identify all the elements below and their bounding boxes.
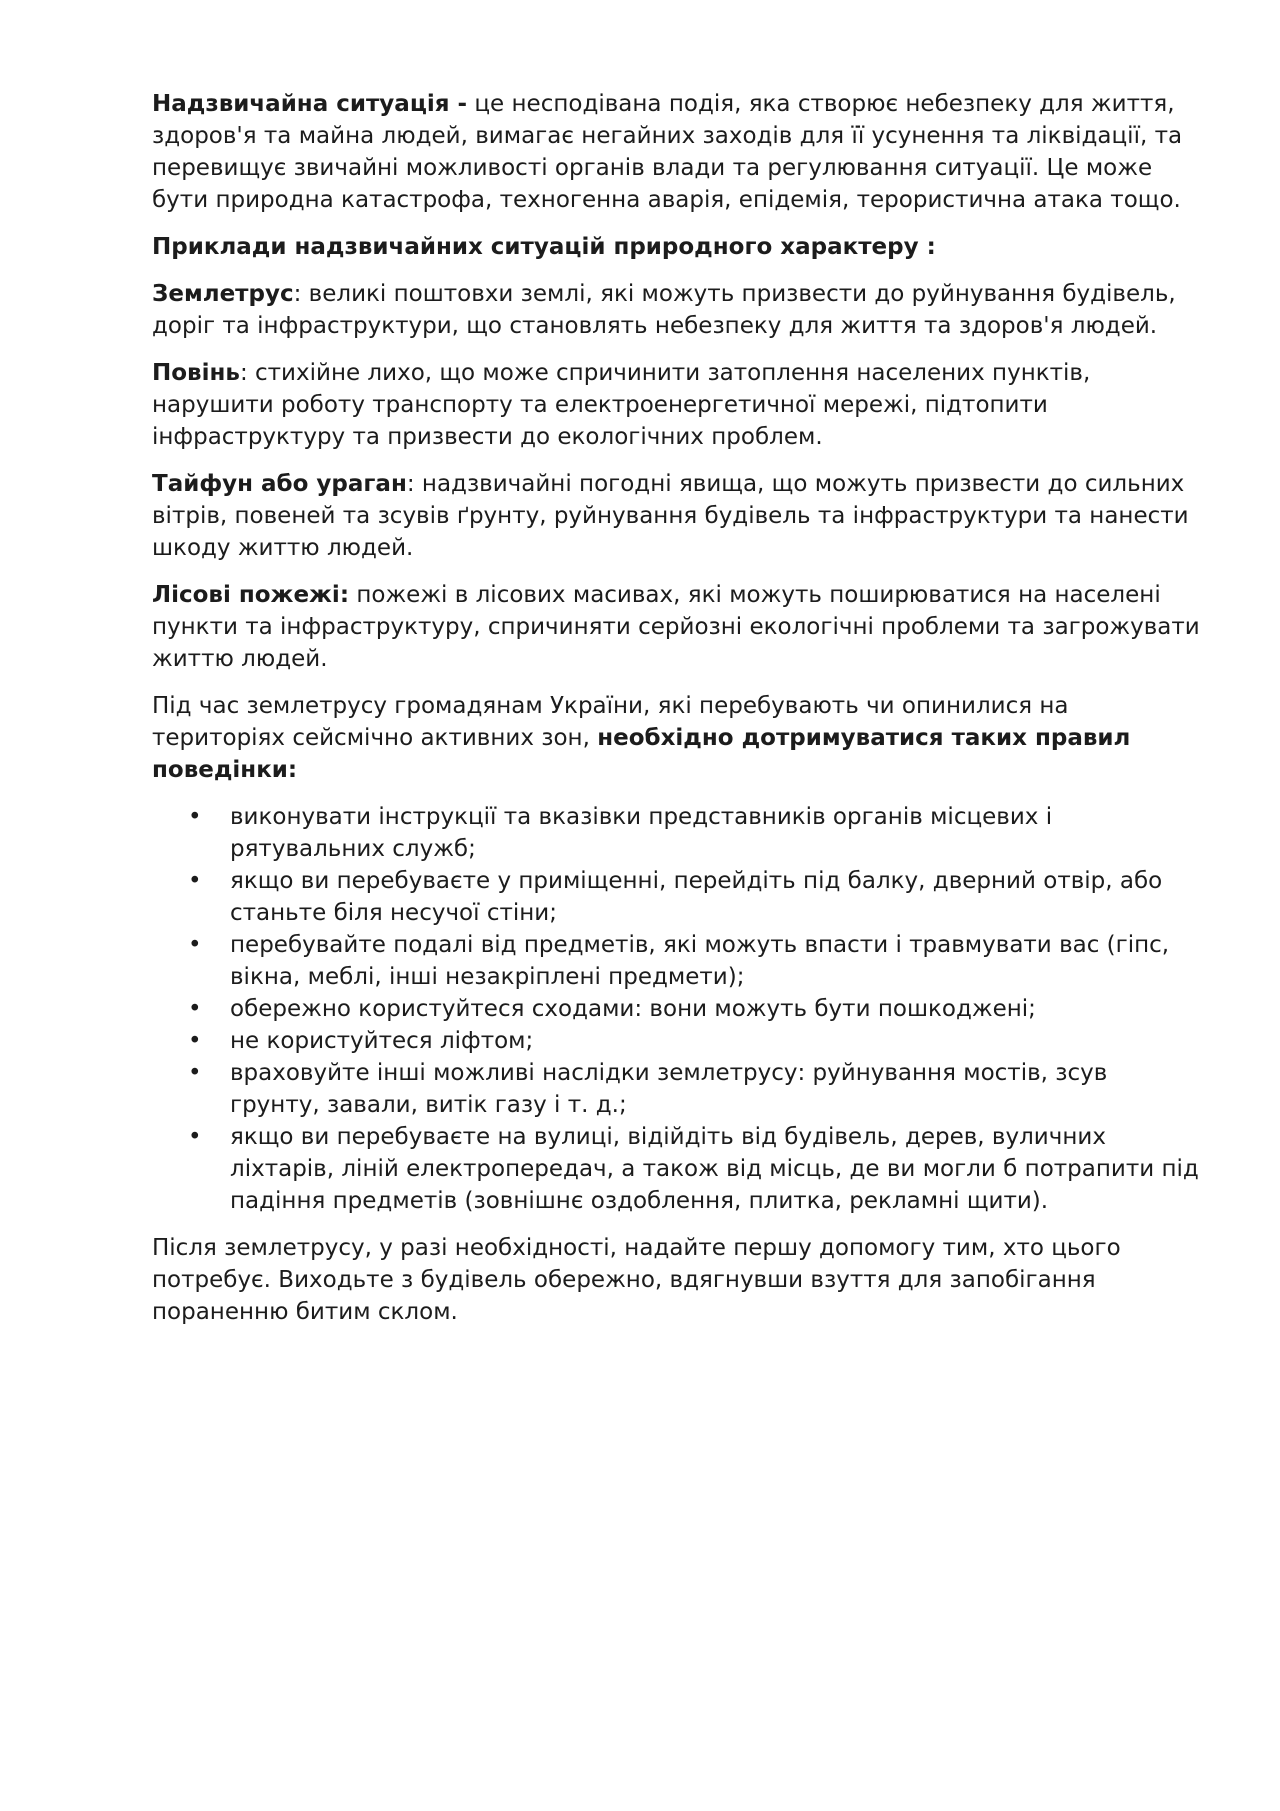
- rule-item: [152, 993, 1202, 1025]
- example-forest-fires: [152, 579, 1202, 675]
- rule-text: не користуйтеся ліфтом;: [230, 1028, 534, 1054]
- example-text: : великі поштовхи землі, які можуть призвести до руйнування будівель, доріг та інфраструктури, що становлять небезпеку для життя та здоров'я людей.: [152, 281, 1176, 339]
- intro-paragraph: [152, 88, 1202, 216]
- example-text: пожежі в лісових масивах, які можуть поширюватися на населені пункти та інфраструктуру, спричиняти серйозні екологічні проблеми та загрожувати життю людей.: [152, 582, 1200, 672]
- rules-lead-paragraph: [152, 690, 1202, 786]
- example-term: Повінь: [152, 360, 240, 386]
- rule-text: обережно користуйтеся сходами: вони можуть бути пошкоджені;: [230, 996, 1036, 1022]
- bullet-icon: •: [188, 868, 202, 894]
- bullet-icon: •: [188, 804, 202, 830]
- rule-item: [152, 1025, 1202, 1057]
- intro-term: Надзвичайна ситуація -: [152, 91, 468, 117]
- example-term: Землетрус: [152, 281, 294, 307]
- bullet-icon: •: [188, 932, 202, 958]
- after-paragraph: Після землетрусу, у разі необхідності, надайте першу допомогу тим, хто цього потребує. Виходьте з будівель обережно, вдягнувши взуття для запобігання пораненню битим склом.: [152, 1235, 1121, 1325]
- rule-text: перебувайте подалі від предметів, які можуть впасти і травмувати вас (гіпс, вікна, меблі, інші незакріплені предмети);: [230, 932, 1170, 990]
- rule-item: [152, 1057, 1202, 1121]
- rule-text: якщо ви перебуваєте на вулиці, відійдіть від будівель, дерев, вуличних ліхтарів, ліній електропередач, а також від місць, де ви могли б потрапити під падіння предметів (зовнішнє оздоблення, плитка, рекламні щити).: [230, 1124, 1199, 1214]
- rule-text: якщо ви перебуваєте у приміщенні, перейдіть під балку, дверний отвір, або станьте біля несучої стіни;: [230, 868, 1163, 926]
- rules-list: [152, 801, 1202, 1217]
- rules-lead-bold: необхідно дотримуватися таких правил поведінки:: [152, 725, 1131, 783]
- example-term: Лісові пожежі:: [152, 582, 350, 608]
- bullet-icon: •: [188, 1124, 202, 1150]
- rule-item: [152, 929, 1202, 993]
- rules-lead: Під час землетрусу громадянам України, які перебувають чи опинилися на територіях сейсмічно активних зон,: [152, 693, 1069, 751]
- intro-text: це несподівана подія, яка створює небезпеку для життя, здоров'я та майна людей, вимагає негайних заходів для її усунення та ліквідації, та перевищує звичайні можливості органів влади та регулювання ситуації. Це може бути природна катастрофа, техногенна аварія, епідемія, терористична атака тощо.: [152, 91, 1183, 213]
- example-typhoon: [152, 468, 1202, 564]
- document-page: [152, 88, 1202, 1343]
- rule-text: враховуйте інші можливі наслідки землетрусу: руйнування мостів, зсув грунту, завали, витік газу і т. д.;: [230, 1060, 1108, 1118]
- examples-heading: Приклади надзвичайних ситуацій природного характеру :: [152, 234, 936, 260]
- example-term: Тайфун або ураган: [152, 471, 407, 497]
- rule-item: [152, 865, 1202, 929]
- example-earthquake: [152, 278, 1202, 342]
- example-flood: [152, 357, 1202, 453]
- rule-item: [152, 801, 1202, 865]
- bullet-icon: •: [188, 1028, 202, 1054]
- rule-item: [152, 1121, 1202, 1217]
- bullet-icon: •: [188, 1060, 202, 1086]
- example-text: : надзвичайні погодні явища, що можуть призвести до сильних вітрів, повеней та зсувів ґрунту, руйнування будівель та інфраструктури та нанести шкоду життю людей.: [152, 471, 1189, 561]
- example-text: : стихійне лихо, що може спричинити затоплення населених пунктів, нарушити роботу транспорту та електроенергетичної мережі, підтопити інфраструктуру та призвести до екологічних проблем.: [152, 360, 1091, 450]
- rule-text: виконувати інструкції та вказівки представників органів місцевих і рятувальних служб;: [230, 804, 1053, 862]
- bullet-icon: •: [188, 996, 202, 1022]
